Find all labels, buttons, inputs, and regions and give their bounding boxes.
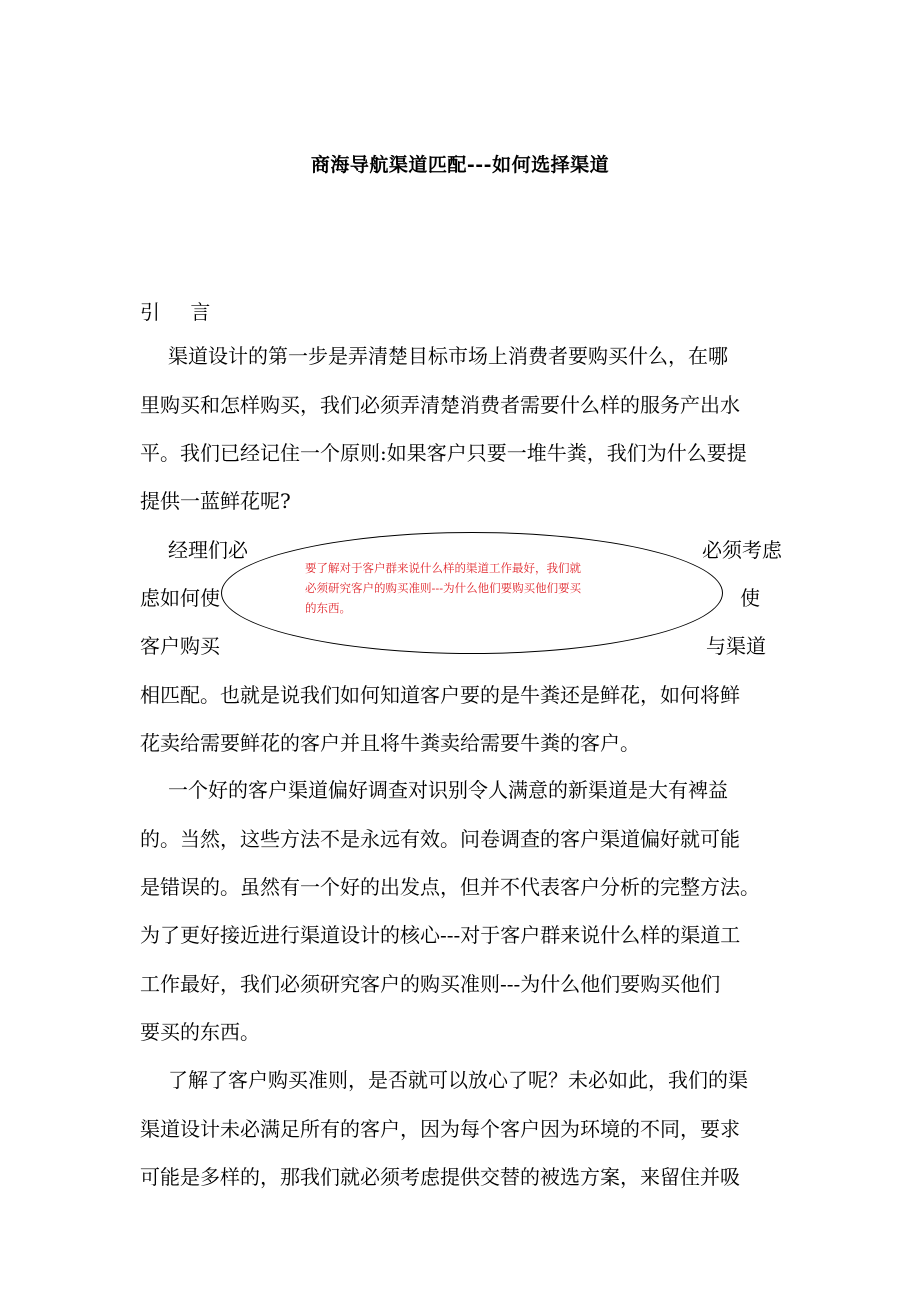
p3-line-2: 的。当然，这些方法不是永远有效。问卷调查的客户渠道偏好就可能 <box>140 827 740 851</box>
p1-line-3: 平。我们已经记住一个原则:如果客户只要一堆牛粪，我们为什么要提 <box>140 441 747 465</box>
p1-line-4: 提供一蓝鲜花呢? <box>140 489 291 513</box>
p2-row2-right: 使 <box>740 586 760 610</box>
p3-line-5: 工作最好，我们必须研究客户的购买准则---为什么他们要购买他们 <box>140 972 721 996</box>
p3-line-4: 为了更好接近进行渠道设计的核心---对于客户群来说什么样的渠道工 <box>140 923 741 947</box>
p3-line-6: 要买的东西。 <box>140 1020 260 1044</box>
callout-line-3: 的东西。 <box>305 601 351 615</box>
p4-line-1: 了解了客户购买准则，是否就可以放心了呢？未必如此，我们的渠 <box>168 1068 748 1092</box>
p4-line-3: 可能是多样的，那我们就必须考虑提供交替的被选方案，来留住并吸 <box>140 1165 740 1189</box>
p1-line-2: 里购买和怎样购买，我们必须弄清楚消费者需要什么样的服务产出水 <box>140 393 740 417</box>
section-heading: 引 言 <box>140 300 223 324</box>
p2-row1-left: 经理们必 <box>168 538 248 562</box>
p2-row3-right: 与渠道 <box>706 634 766 658</box>
p2-row1-right: 必须考虑 <box>702 538 782 562</box>
document-title: 商海导航渠道匹配---如何选择渠道 <box>310 154 610 176</box>
p2-row2-left: 虑如何使 <box>140 586 220 610</box>
callout-text <box>305 558 655 618</box>
p2-line-5: 相匹配。也就是说我们如何知道客户要的是牛粪还是鲜花，如何将鲜 <box>140 683 740 707</box>
p3-line-3: 是错误的。虽然有一个好的出发点，但并不代表客户分析的完整方法。 <box>140 875 760 899</box>
p2-row3-left: 客户购买 <box>140 634 220 658</box>
p3-line-1: 一个好的客户渠道偏好调查对识别令人满意的新渠道是大有裨益 <box>168 778 728 802</box>
p2-line-6: 花卖给需要鲜花的客户并且将牛粪卖给需要牛粪的客户。 <box>140 731 640 755</box>
callout-line-2: 必须研究客户的购买准则---为什么他们要购买他们要买 <box>305 581 582 595</box>
callout-line-1: 要了解对于客户群来说什么样的渠道工作最好，我们就 <box>305 561 581 575</box>
p4-line-2: 渠道设计未必满足所有的客户，因为每个客户因为环境的不同，要求 <box>140 1117 740 1141</box>
p1-line-1: 渠道设计的第一步是弄清楚目标市场上消费者要购买什么，在哪 <box>168 344 728 368</box>
